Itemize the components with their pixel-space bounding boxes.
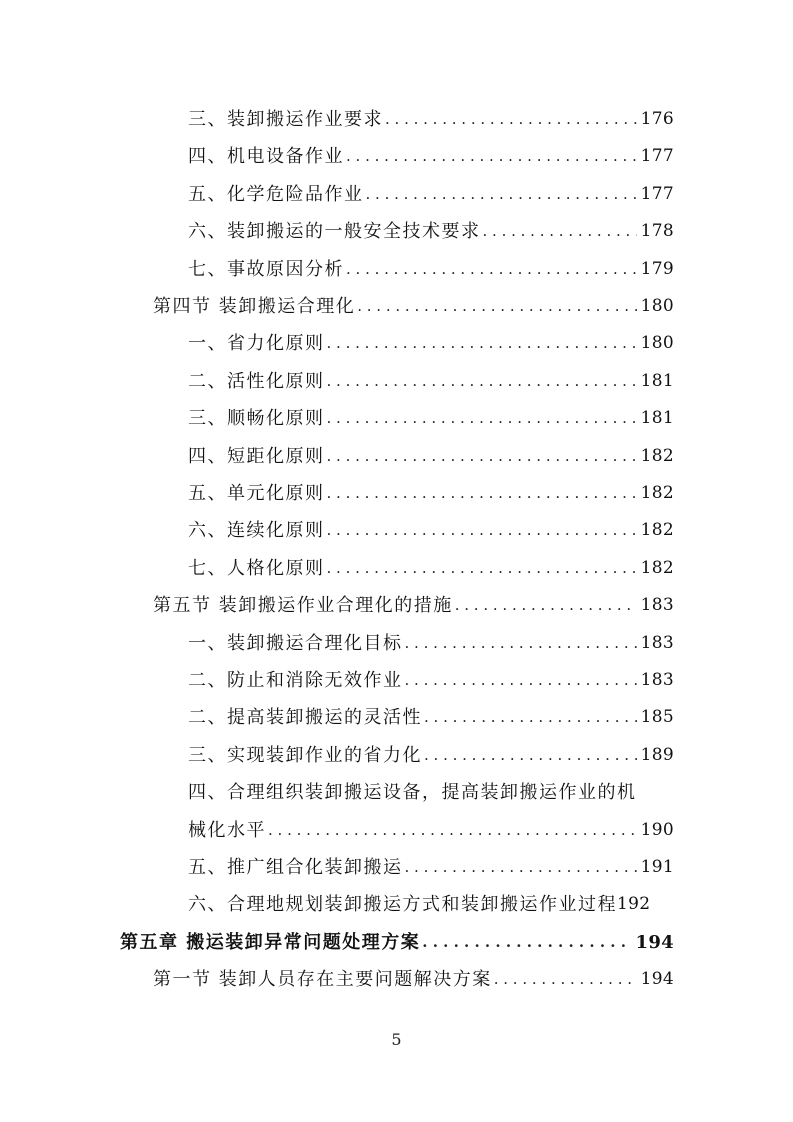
dot-leader <box>405 849 637 886</box>
toc-entry[interactable] <box>188 699 674 736</box>
toc-entry[interactable] <box>188 400 674 437</box>
toc-page-number: 183 <box>640 632 674 653</box>
toc-entry-title: 第一节 装卸人员存在主要问题解决方案 <box>153 969 492 991</box>
page-footer-number: 5 <box>391 1030 402 1049</box>
toc-entry-title: 一、省力化原则 <box>188 333 325 355</box>
toc-page-number: 189 <box>640 744 674 765</box>
toc-page-number: 191 <box>640 857 674 877</box>
toc-page-number: 177 <box>640 146 674 167</box>
toc-entry-title: 五、推广组合化装卸搬运 <box>188 857 403 878</box>
toc-page-number: 185 <box>640 707 674 728</box>
toc-entry-title: 二、活性化原则 <box>188 370 325 392</box>
dot-leader <box>346 138 637 175</box>
dot-leader <box>346 251 637 288</box>
toc-entry-title: 四、短距化原则 <box>188 445 325 467</box>
toc-entry-multiline-continuation[interactable] <box>188 812 674 849</box>
toc-page-number: 182 <box>640 445 674 466</box>
toc-page-number: 194 <box>635 931 674 953</box>
toc-entry-title: 五、化学危险品作业 <box>188 183 364 205</box>
toc-entry-title: 六、合理地规划装卸搬运方式和装卸搬运作业过程 <box>188 894 617 916</box>
toc-entry[interactable] <box>188 849 674 886</box>
toc-entry-title: 四、机电设备作业 <box>188 146 344 168</box>
toc-entry-title: 四、合理组织装卸搬运设备，提高装卸搬运作业的机 <box>188 782 637 804</box>
toc-page-number: 194 <box>640 969 674 990</box>
dot-leader <box>327 325 637 362</box>
toc-page-number: 177 <box>640 183 674 204</box>
toc-entry[interactable] <box>188 625 674 662</box>
toc-entry[interactable] <box>188 101 674 138</box>
toc-entry[interactable] <box>188 475 674 512</box>
toc-entry-title: 五、单元化原则 <box>188 483 325 504</box>
toc-page-number: 176 <box>640 109 674 129</box>
dot-leader <box>424 699 637 736</box>
toc-entry-title: 六、装卸搬运的一般安全技术要求 <box>188 221 481 243</box>
dot-leader <box>385 101 637 138</box>
toc-entry-title: 三、顺畅化原则 <box>188 408 325 430</box>
toc-section-entry[interactable] <box>153 961 674 998</box>
toc-page-number: 179 <box>640 258 674 279</box>
dot-leader <box>268 812 637 849</box>
toc-entry[interactable] <box>188 662 674 699</box>
toc-entry-title: 六、连续化原则 <box>188 520 325 542</box>
toc-entry-title: 二、防止和消除无效作业 <box>188 670 403 691</box>
toc-entry-title-continuation: 械化水平 <box>188 819 266 841</box>
toc-page-number: 183 <box>640 670 674 690</box>
toc-page-number: 182 <box>640 557 674 578</box>
dot-leader <box>483 213 637 250</box>
toc-page-number: 178 <box>640 221 674 242</box>
dot-leader <box>424 737 637 774</box>
toc-entry[interactable] <box>188 363 674 400</box>
toc-entry[interactable] <box>188 213 674 250</box>
toc-page-number: 182 <box>640 520 674 541</box>
dot-leader <box>327 475 637 512</box>
toc-entry-title: 三、实现装卸作业的省力化 <box>188 744 422 766</box>
toc-entry-multiline-first[interactable] <box>188 774 674 811</box>
toc-entry[interactable] <box>188 737 674 774</box>
toc-entry[interactable] <box>188 550 674 587</box>
toc-section-entry[interactable] <box>153 288 674 325</box>
toc-entry[interactable] <box>188 438 674 475</box>
toc-entry-title: 第五节 装卸搬运作业合理化的措施 <box>153 595 453 617</box>
toc-entry[interactable] <box>188 138 674 175</box>
dot-leader <box>405 625 637 662</box>
toc-entry-title: 三、装卸搬运作业要求 <box>188 109 383 130</box>
toc-entry-title: 七、人格化原则 <box>188 557 325 579</box>
toc-chapter-entry[interactable] <box>120 924 674 961</box>
dot-leader <box>455 587 637 624</box>
toc-page-number: 180 <box>640 333 674 354</box>
toc-entry[interactable] <box>188 512 674 549</box>
toc-entry[interactable] <box>188 325 674 362</box>
toc-entry-title: 二、提高装卸搬运的灵活性 <box>188 707 422 729</box>
toc-entry[interactable] <box>188 886 688 923</box>
toc-page-number: 180 <box>640 296 674 316</box>
toc-page-number: 192 <box>617 894 651 915</box>
toc-section-entry[interactable] <box>153 587 674 624</box>
dot-leader <box>327 400 637 437</box>
toc-page-number: 190 <box>640 819 674 840</box>
toc-entry-title: 七、事故原因分析 <box>188 258 344 280</box>
dot-leader <box>494 961 637 998</box>
toc-page-number: 181 <box>640 408 674 429</box>
dot-leader <box>357 288 636 325</box>
toc-page-number: 182 <box>640 483 674 503</box>
toc-entry-title: 第五章 搬运装卸异常问题处理方案 <box>120 931 421 953</box>
dot-leader <box>327 438 637 475</box>
dot-leader <box>327 550 637 587</box>
toc-entry-title: 第四节 装卸搬运合理化 <box>153 296 356 317</box>
dot-leader <box>327 363 637 400</box>
toc-entry-title: 一、装卸搬运合理化目标 <box>188 632 403 654</box>
dot-leader <box>327 512 637 549</box>
dot-leader <box>422 924 631 961</box>
toc-entry[interactable] <box>188 176 674 213</box>
toc-page-number: 183 <box>640 595 674 616</box>
dot-leader <box>405 662 637 699</box>
toc-page-number: 181 <box>640 370 674 391</box>
dot-leader <box>366 176 637 213</box>
toc-entry[interactable] <box>188 251 674 288</box>
